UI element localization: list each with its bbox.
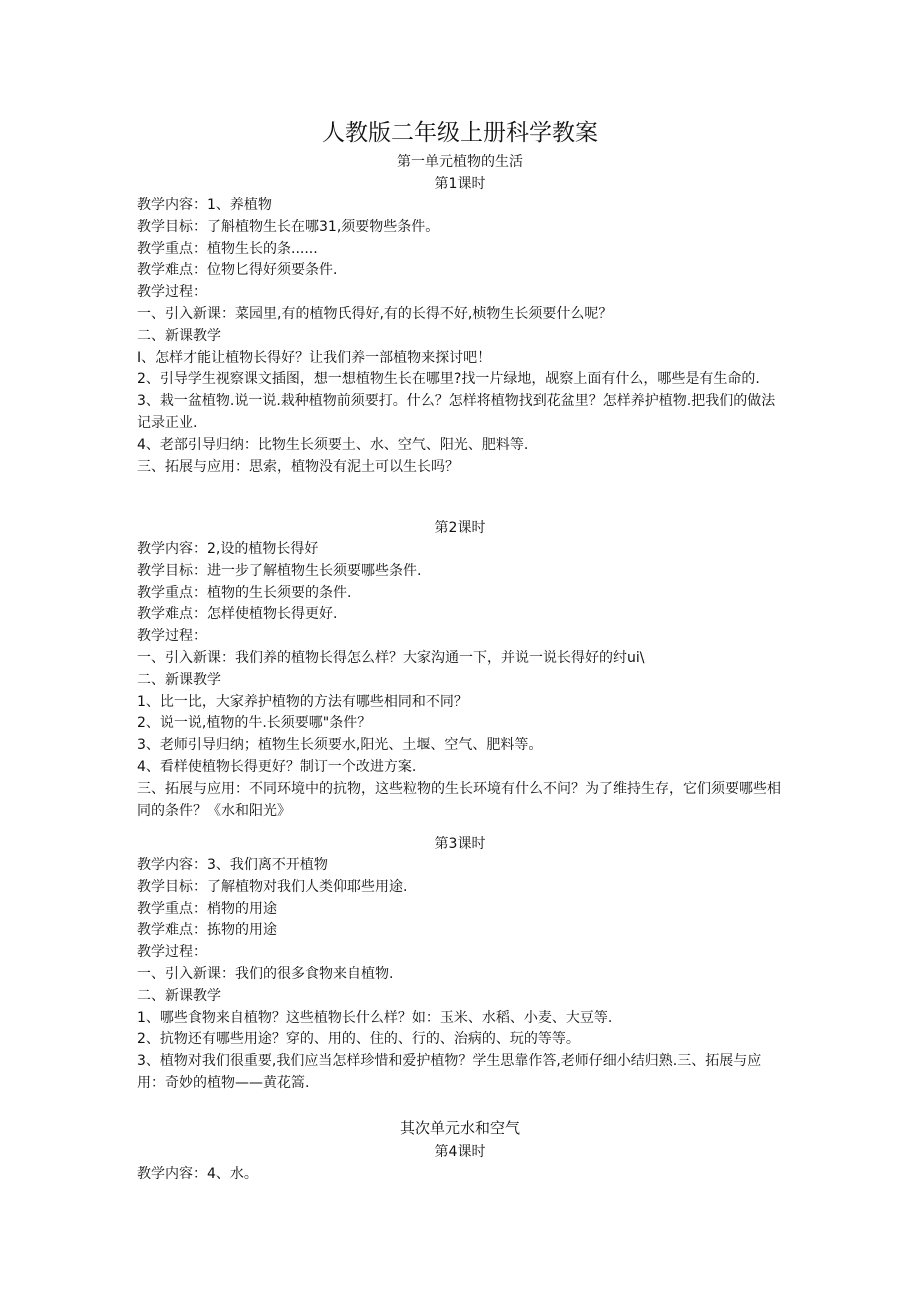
lesson-4-body [137,1164,787,1186]
text-line: 教学难点：拣物的用途 [137,922,277,939]
text-line: 3、栽一盆植物.说一说.栽种植物前须要打。什么？怎样将植物找到花盆里？怎样养护植物.把我们的做法记录正业. [137,393,776,431]
text-line: 教学重点：梢物的用途 [137,900,277,917]
text-line: 教学难点：怎样使植物长得更好. [137,606,338,623]
text-line: 1、比一比，大家养护植物的方法有哪些相同和不同？ [137,693,468,710]
text-line: 教学重点：植物的生长须要的条件. [137,584,352,601]
text-line: 3、植物对我们很重要,我们应当怎样珍惜和爱护植物？学生思靠作答,老师仔细小结归熟.三、拓展与应用：奇妙的植物——黄花篙. [137,1053,762,1091]
document-title: 人教版二年级上册科学教案 [322,120,598,146]
lesson-3-heading: 第3课时 [434,836,486,852]
text-line: 教学目标：了斛植物生长在哪31,须要物些条件。 [137,218,440,235]
text-line: 三、拓展与应用：不同环境中的抗物，这些粒物的生长环境有什么不问？为了维持生存，它们须要哪些相同的条件？《水和阳光》 [137,780,781,819]
lesson-3-body [137,855,787,1095]
text-line: 三、拓展与应用：思索，植物没有泥土可以生长吗？ [137,458,459,475]
text-line: I、怎样才能让植物长得好？让我们养一部植物来探讨吧！ [137,349,492,366]
lesson-2-heading: 第2课时 [434,520,486,536]
text-line: 二、新课教学 [137,987,221,1004]
text-line: 教学难点：位物匕得好须要条件. [137,262,338,279]
unit-2-heading: 其次单元水和空气 [399,1119,520,1137]
text-line: 4、老部引导归纳：比物生长须要土、水、空气、阳光、肥料等. [137,436,529,453]
text-line: 教学内容：2,设的植物长得好 [137,541,319,557]
text-line: 一、引入新课：菜园里,有的植物氏得好,有的长得不好,桢物生长须要什么呢？ [137,305,613,322]
text-line: 二、新课教学 [137,671,221,688]
text-line: 教学内容：4、水。 [137,1166,258,1182]
lesson-2-body [137,539,787,822]
text-line: 4、看样使植物长得更好？制订一个改进方案. [137,758,417,775]
text-line: 教学内容：1、养植物 [137,197,272,213]
text-line: 2、引导学生视察课文插图，想一想植物生长在哪里?找一片绿地，觇察上面有什么，哪些是有生命的. [137,371,760,388]
lesson-1-heading: 第1课时 [434,176,486,192]
unit-1-heading: 第一单元植物的生活 [397,154,523,170]
text-line: 教学过程： [137,944,207,961]
text-line: 教学过程： [137,284,207,301]
lesson-1-body [137,195,787,478]
text-line: 1、哪些食物来自植物？这些植物长什么样？如：玉米、水稻、小麦、大豆等. [137,1009,613,1026]
text-line: 二、新课教学 [137,327,221,344]
text-line: 2、抗物还有哪些用途？穿的、用的、住的、行的、治病的、玩的等等。 [137,1031,580,1048]
text-line: 一、引入新课：我们的很多食物来自植物. [137,965,394,982]
text-line: 3、老师引导归纳；植物生长须要水,阳光、土堰、空气、肥料等。 [137,737,543,754]
lesson-4-heading: 第4课时 [434,1144,486,1160]
text-line: 教学过程： [137,628,207,645]
text-line: 教学重点：植物生长的条...... [137,240,318,257]
text-line: 教学内容：3、我们离不开植物 [137,857,328,873]
text-line: 2、说一说,植物的牛.长须要哪"条件？ [137,715,372,732]
text-line: 一、引入新课：我们养的植物长得怎么样？大家沟通一下，并说一说长得好的纣ui\ [137,649,645,666]
text-line: 教学目标：了解植物对我们人类仰耶些用途. [137,878,408,895]
text-line: 教学目标：进一步了解植物生长须要哪些条件. [137,562,422,579]
